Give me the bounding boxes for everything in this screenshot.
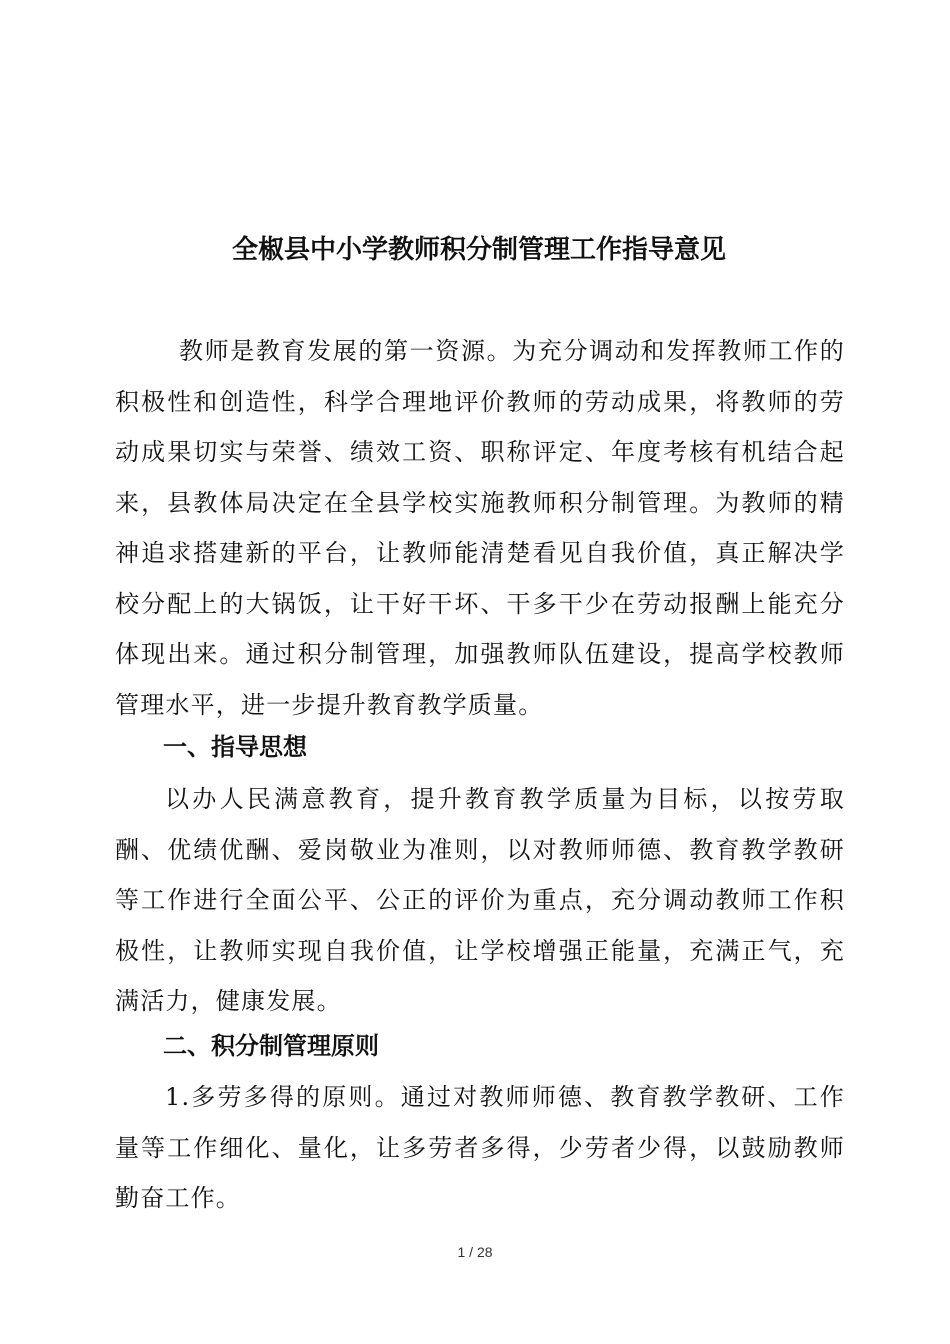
document-title: 全椒县中小学教师积分制管理工作指导意见 bbox=[232, 235, 727, 265]
section-heading-guiding-ideology: 一、指导思想 bbox=[163, 733, 307, 761]
page-number: 1 / 28 bbox=[457, 1244, 493, 1260]
intro-paragraph: 教师是教育发展的第一资源。为充分调动和发挥教师工作的积极性和创造性，科学合理地评价教师的劳动成果，将教师的劳动成果切实与荣誉、绩效工资、职称评定、年度考核有机结合起来，县教体局决定在全县学校实施教师积分制管理。为教师的精神追求搭建新的平台，让教师能清楚看见自我价值，真正解决学校分配上的大锅饭，让干好干坏、干多干少在劳动报酬上能充分体现出来。通过积分制管理，加强教师队伍建设，提高学校教师管理水平，进一步提升教育教学质量。 bbox=[115, 337, 845, 719]
section-heading-principles: 二、积分制管理原则 bbox=[163, 1032, 379, 1060]
section-paragraph-principles: 1.多劳多得的原则。通过对教师师德、教育教学教研、工作量等工作细化、量化，让多劳者多得，少劳者少得，以鼓励教师勤奋工作。 bbox=[115, 1083, 845, 1212]
section-paragraph-guiding-ideology: 以办人民满意教育，提升教育教学质量为目标，以按劳取酬、优绩优酬、爱岗敬业为准则，以对教师师德、教育教学教研等工作进行全面公平、公正的评价为重点，充分调动教师工作积极性，让教师实现自我价值，让学校增强正能量，充满正气，充满活力，健康发展。 bbox=[115, 785, 845, 1015]
